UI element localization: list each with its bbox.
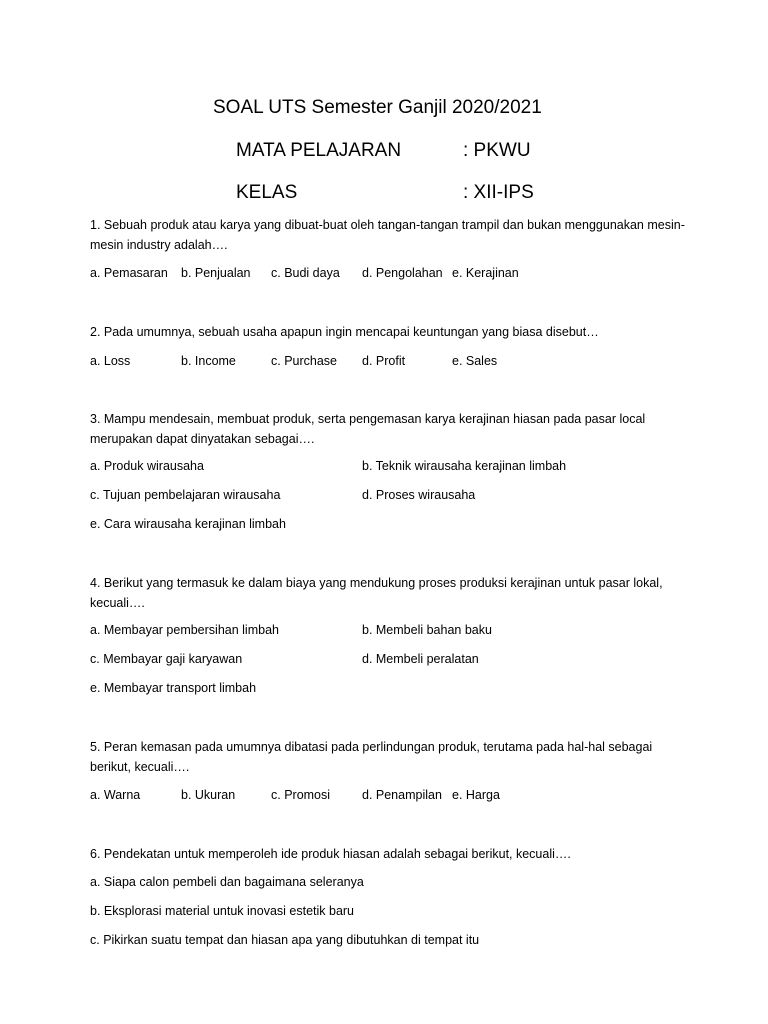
question-5-option-b: b. Ukuran xyxy=(181,788,236,802)
question-6-option-a: a. Siapa calon pembeli dan bagaimana seleranya xyxy=(90,875,364,889)
question-4-text: 4. Berikut yang termasuk ke dalam biaya yang mendukung proses produksi kerajinan untuk pasar lokal, kecuali…. xyxy=(90,576,667,610)
question-2-option-a: a. Loss xyxy=(90,354,131,368)
question-2-option-c: c. Purchase xyxy=(271,354,338,368)
question-4-option-b: b. Membeli bahan baku xyxy=(362,623,492,637)
question-6-option-b: b. Eksplorasi material untuk inovasi estetik baru xyxy=(90,904,355,918)
document-title: SOAL UTS Semester Ganjil 2020/2021 xyxy=(213,97,542,118)
question-1-option-b: b. Penjualan xyxy=(181,266,251,280)
question-1-option-a: a. Pemasaran xyxy=(90,266,168,280)
question-4-option-c: c. Membayar gaji karyawan xyxy=(90,652,243,666)
question-6-option-c: c. Pikirkan suatu tempat dan hiasan apa yang dibutuhkan di tempat itu xyxy=(90,933,480,947)
question-2-option-b: b. Income xyxy=(181,354,236,368)
question-3-option-d: d. Proses wirausaha xyxy=(362,488,476,502)
question-1-option-c: c. Budi daya xyxy=(271,266,340,280)
question-3-text: 3. Mampu mendesain, membuat produk, serta pengemasan karya kerajinan hiasan pada pasar local merupakan dapat dinyatakan sebagai…. xyxy=(90,412,649,446)
question-3-option-b: b. Teknik wirausaha kerajinan limbah xyxy=(362,459,567,473)
question-3-option-c: c. Tujuan pembelajaran wirausaha xyxy=(90,488,281,502)
question-4-option-a: a. Membayar pembersihan limbah xyxy=(90,623,279,637)
question-3-option-e: e. Cara wirausaha kerajinan limbah xyxy=(90,517,286,531)
question-3-option-a: a. Produk wirausaha xyxy=(90,459,204,473)
subject-value: : PKWU xyxy=(463,140,531,161)
question-5-option-a: a. Warna xyxy=(90,788,141,802)
class-value: : XII-IPS xyxy=(463,182,534,203)
question-2-text: 2. Pada umumnya, sebuah usaha apapun ingin mencapai keuntungan yang biasa disebut… xyxy=(90,325,599,339)
question-1-text: 1. Sebuah produk atau karya yang dibuat-buat oleh tangan-tangan trampil dan bukan menggunakan mesin-mesin industry adalah…. xyxy=(90,218,685,252)
question-4-option-e: e. Membayar transport limbah xyxy=(90,681,257,695)
question-6-text: 6. Pendekatan untuk memperoleh ide produk hiasan adalah sebagai berikut, kecuali…. xyxy=(90,847,571,861)
question-2-option-d: d. Profit xyxy=(362,354,406,368)
question-5-option-c: c. Promosi xyxy=(271,788,331,802)
question-1-option-e: e. Kerajinan xyxy=(452,266,519,280)
question-2-option-e: e. Sales xyxy=(452,354,498,368)
question-5-option-d: d. Penampilan xyxy=(362,788,442,802)
class-label: KELAS xyxy=(236,182,298,203)
subject-label: MATA PELAJARAN xyxy=(236,140,402,161)
question-1-option-d: d. Pengolahan xyxy=(362,266,443,280)
question-5-text: 5. Peran kemasan pada umumnya dibatasi pada perlindungan produk, terutama pada hal-hal sebagai berikut, kecuali…. xyxy=(90,740,656,774)
question-4-option-d: d. Membeli peralatan xyxy=(362,652,479,666)
question-5-option-e: e. Harga xyxy=(452,788,500,802)
